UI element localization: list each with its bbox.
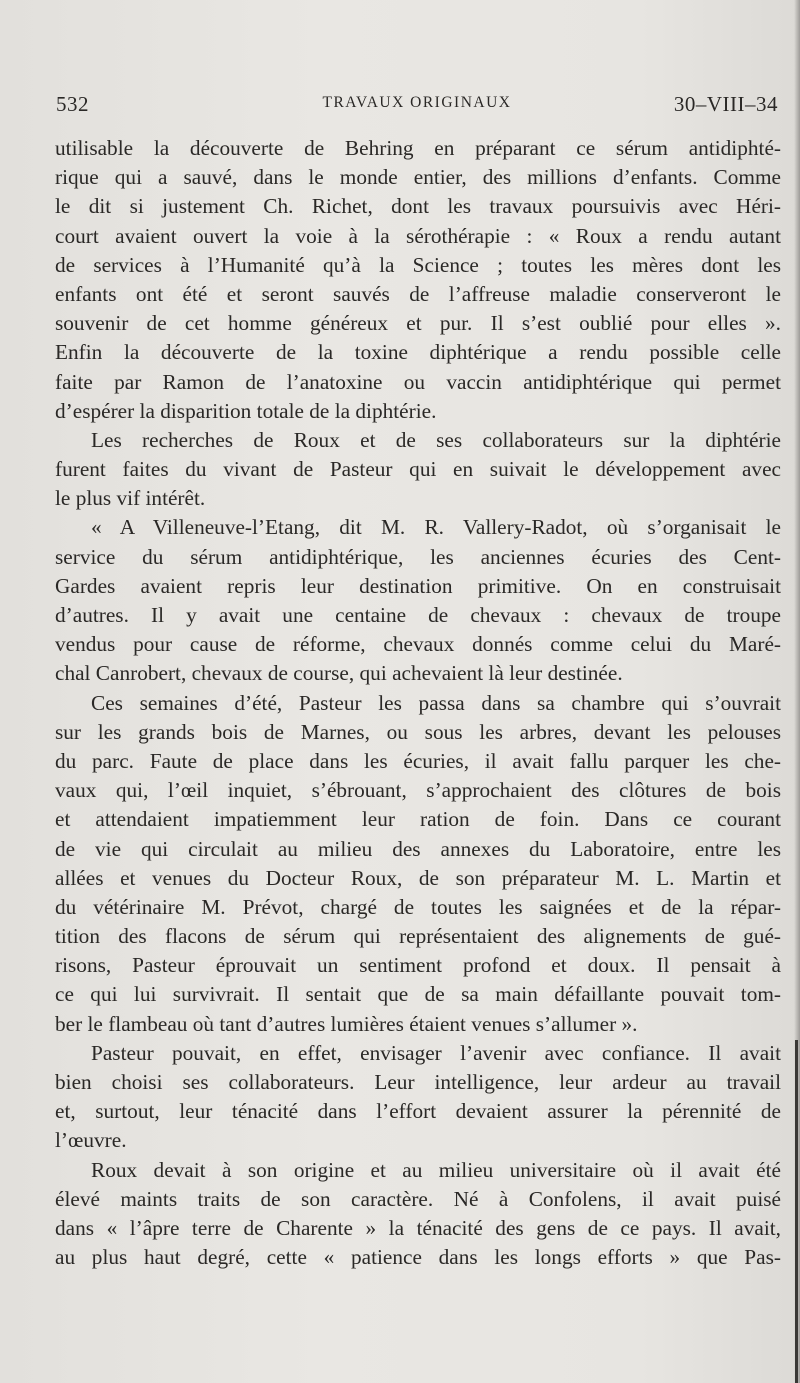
text-line: Les recherches de Roux et de ses collaborateurs sur la diphtérie [91, 427, 781, 452]
text-line: le dit si justement Ch. Richet, dont les travaux poursuivis avec Héri- [55, 194, 781, 219]
text-line: de vie qui circulait au milieu des annexes du Laboratoire, entre les [55, 836, 781, 861]
text-line: vaux qui, l’œil inquiet, s’ébrouant, s’approchaient des clôtures de bois [55, 778, 781, 803]
text-line: enfants ont été et seront sauvés de l’affreuse maladie conserveront le [55, 281, 781, 306]
page-number: 532 [56, 92, 89, 116]
text-line: service du sérum antidiphtérique, les anciennes écuries des Cent- [55, 544, 781, 569]
text-line: utilisable la découverte de Behring en préparant ce sérum antidiphté- [55, 136, 781, 160]
text-line: du parc. Faute de place dans les écuries, il avait fallu parquer les che- [55, 748, 781, 773]
text-line: souvenir de cet homme généreux et pur. Il s’est oublié pour elles ». [55, 311, 781, 336]
text-line: Roux devait à son origine et au milieu universitaire où il avait été [91, 1157, 781, 1182]
text-line: et, surtout, leur ténacité dans l’effort devaient assurer la pérennité de [55, 1099, 781, 1124]
text-line: furent faites du vivant de Pasteur qui en suivait le développement avec [55, 457, 781, 482]
text-line: le plus vif intérêt. [55, 486, 206, 511]
text-line: Enfin la découverte de la toxine diphtérique a rendu possible celle [55, 340, 781, 365]
text-line: d’autres. Il y avait une centaine de chevaux : chevaux de troupe [55, 603, 781, 627]
text-line: élevé maints traits de son caractère. Né à Confolens, il avait puisé [55, 1186, 781, 1211]
text-line: Gardes avaient repris leur destination primitive. On en construisait [55, 573, 781, 598]
text-line: de services à l’Humanité qu’à la Science ; toutes les mères dont les [55, 252, 781, 277]
text-line: l’œuvre. [55, 1128, 127, 1153]
text-line: d’espérer la disparition totale de la diphtérie. [55, 398, 437, 423]
text-line: risons, Pasteur éprouvait un sentiment profond et doux. Il pensait à [55, 953, 781, 978]
text-line: du vétérinaire M. Prévot, chargé de toutes les saignées et de la répar- [55, 894, 781, 919]
text-line: dans « l’âpre terre de Charente » la ténacité des gens de ce pays. Il avait, [55, 1215, 781, 1240]
text-line: « A Villeneuve-l’Etang, dit M. R. Vallery-Radot, où s’organisait le [91, 515, 781, 540]
page-edge-binding [795, 1040, 798, 1383]
text-line: sur les grands bois de Marnes, ou sous les arbres, devant les pelouses [55, 719, 781, 744]
page-header [56, 92, 778, 122]
header-date: 30–VIII–34 [673, 92, 778, 116]
body-text [55, 134, 781, 1272]
text-line: au plus haut degré, cette « patience dans les longs efforts » que Pas- [55, 1245, 781, 1270]
text-line: Ces semaines d’été, Pasteur les passa dans sa chambre qui s’ouvrait [91, 690, 781, 715]
text-line: ber le flambeau où tant d’autres lumières étaient venues s’allumer ». [55, 1011, 638, 1036]
text-line: bien choisi ses collaborateurs. Leur intelligence, leur ardeur au travail [55, 1070, 781, 1094]
text-line: ce qui lui survivrait. Il sentait que de sa main défaillante pouvait tom- [55, 982, 781, 1007]
text-line: allées et venues du Docteur Roux, de son préparateur M. L. Martin et [55, 865, 781, 890]
text-line: chal Canrobert, chevaux de course, qui achevaient là leur destinée. [55, 661, 623, 686]
text-line: Pasteur pouvait, en effet, envisager l’avenir avec confiance. Il avait [91, 1040, 781, 1065]
text-line: court avaient ouvert la voie à la sérothérapie : « Roux a rendu autant [55, 223, 781, 248]
text-line: faite par Ramon de l’anatoxine ou vaccin antidiphtérique qui permet [55, 369, 781, 394]
text-line: tition des flacons de sérum qui représentaient des alignements de gué- [55, 924, 781, 949]
running-title: TRAVAUX ORIGINAUX [322, 94, 512, 111]
text-line: et attendaient impatiemment leur ration de foin. Dans ce courant [55, 807, 781, 832]
text-line: rique qui a sauvé, dans le monde entier, des millions d’enfants. Comme [55, 165, 781, 190]
text-line: vendus pour cause de réforme, chevaux donnés comme celui du Maré- [55, 632, 781, 657]
